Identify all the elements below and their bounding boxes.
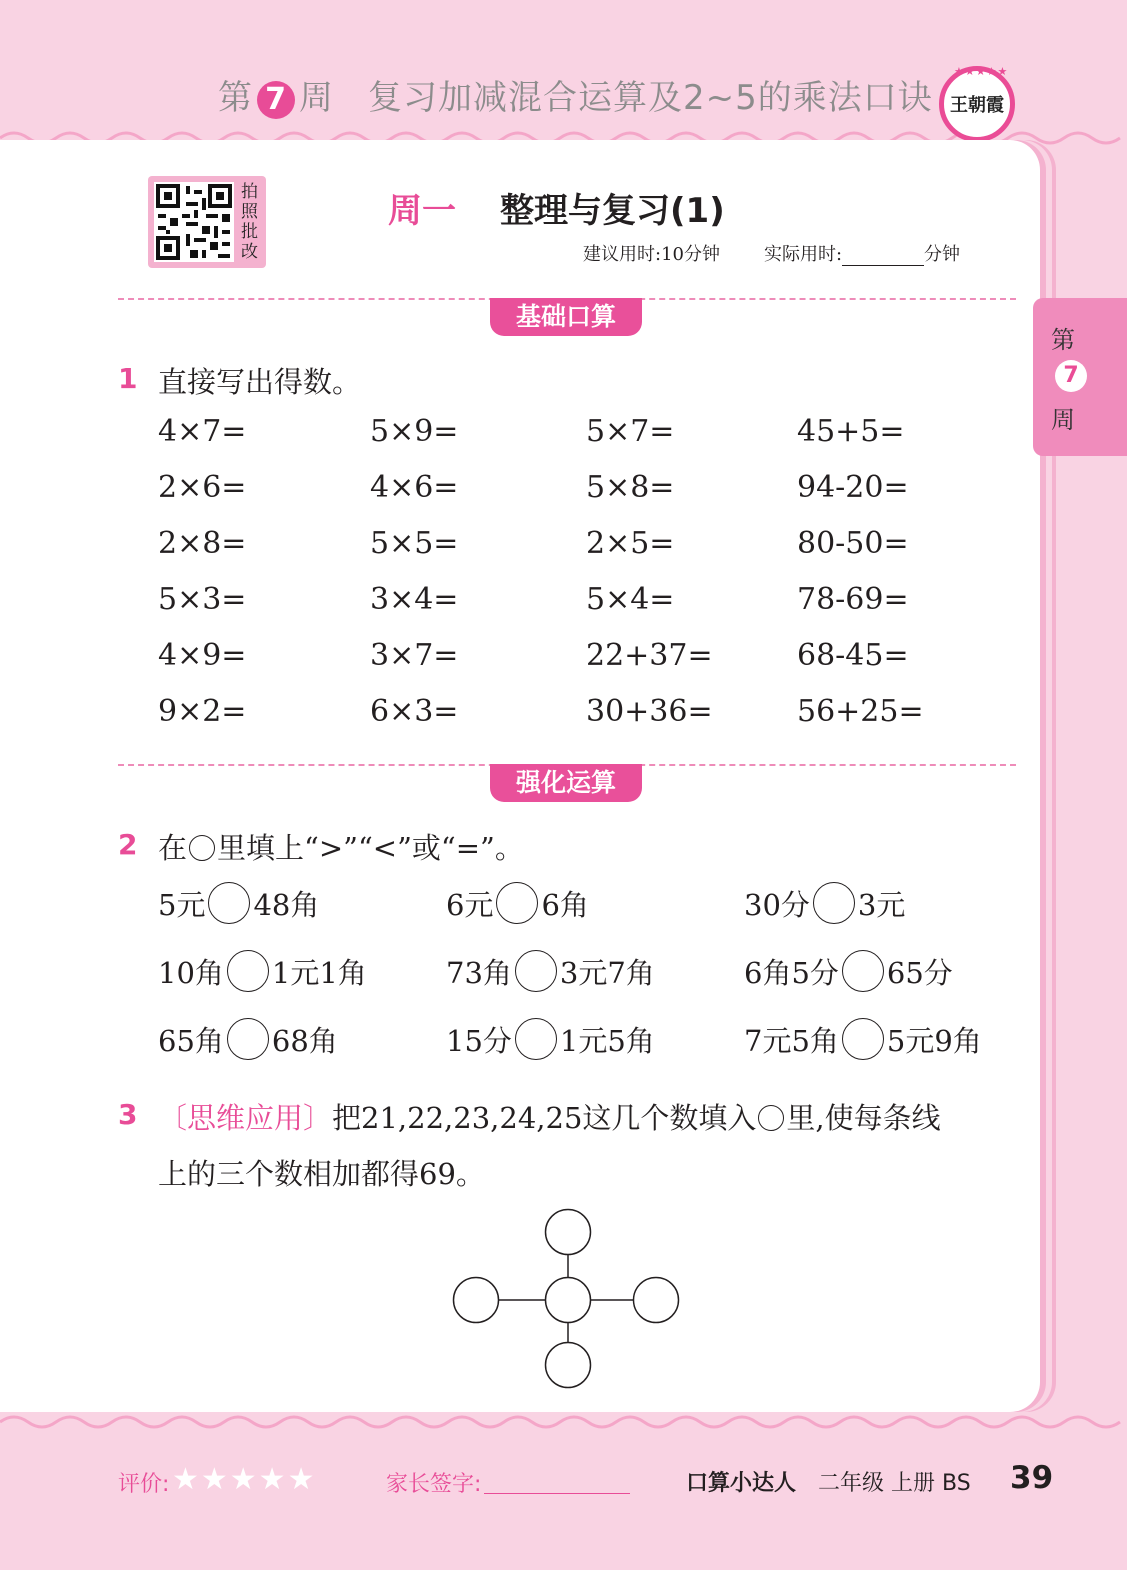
week-side-tab[interactable]	[1033, 298, 1127, 456]
question-text: 直接写出得数。	[158, 365, 362, 399]
question-number: 1	[118, 362, 138, 395]
calc-item: 9×2=	[158, 694, 247, 729]
compare-left: 10角	[158, 955, 224, 990]
answer-circle[interactable]	[227, 950, 269, 992]
compare-left: 73角	[446, 955, 512, 990]
lesson-day: 周一	[388, 191, 456, 231]
compare-left: 7元5角	[744, 1023, 839, 1058]
question-text-b: 里填上“>”“<”或“=”。	[217, 831, 524, 865]
section-tag-advanced: 强化运算	[490, 764, 642, 802]
calc-item: 2×6=	[158, 470, 247, 505]
answer-circle[interactable]	[842, 950, 884, 992]
compare-item	[744, 950, 953, 992]
compare-item	[158, 882, 319, 924]
calc-item: 30+36=	[586, 694, 713, 729]
suggested-time: 建议用时:10分钟	[583, 244, 720, 265]
calc-item: 5×4=	[586, 582, 675, 617]
lesson-title: 整理与复习(1)	[500, 191, 725, 231]
calc-item: 5×5=	[370, 526, 459, 561]
calc-item: 5×3=	[158, 582, 247, 617]
calc-item: 4×6=	[370, 470, 459, 505]
rating-stars-icon[interactable]: ★★★★★	[172, 1462, 317, 1497]
compare-right: 65分	[886, 955, 953, 990]
calc-item: 78-69=	[797, 582, 909, 617]
calc-item: 80-50=	[797, 526, 909, 561]
calc-item: 94-20=	[797, 470, 909, 505]
compare-left: 5元	[158, 887, 206, 922]
compare-right: 1元1角	[271, 955, 367, 990]
question-line2: 上的三个数相加都得69。	[158, 1157, 485, 1191]
calc-item: 5×8=	[586, 470, 675, 505]
calc-item: 68-45=	[797, 638, 909, 673]
author-seal-logo	[939, 66, 1015, 142]
calc-item: 6×3=	[370, 694, 459, 729]
book-title: 口算小达人	[686, 1471, 797, 1496]
compare-right: 5元9角	[886, 1023, 982, 1058]
side-tab-number: 7	[1055, 360, 1087, 392]
parent-sign-label: 家长签字:	[386, 1472, 482, 1497]
calc-item: 3×4=	[370, 582, 459, 617]
question-text	[158, 1096, 941, 1137]
cross-circle-diagram	[440, 1200, 700, 1400]
diagram-circle-bottom[interactable]	[546, 1343, 591, 1388]
calc-item: 5×7=	[586, 414, 675, 449]
actual-time-unit: 分钟	[924, 244, 961, 265]
calc-item: 2×5=	[586, 526, 675, 561]
compare-item	[744, 882, 905, 924]
question-text	[158, 826, 524, 867]
actual-time-label: 实际用时:	[763, 244, 843, 265]
week-number-badge: 7	[257, 81, 295, 119]
compare-item	[446, 1018, 655, 1060]
answer-circle[interactable]	[813, 882, 855, 924]
qr-photo-grading[interactable]	[148, 176, 266, 268]
grade-info: 二年级 上册 BS	[818, 1471, 971, 1496]
time-line	[583, 240, 960, 266]
compare-left: 6元	[446, 887, 494, 922]
answer-circle[interactable]	[842, 1018, 884, 1060]
diagram-circle-top[interactable]	[546, 1210, 591, 1255]
calc-item: 4×7=	[158, 414, 247, 449]
calc-item: 56+25=	[797, 694, 924, 729]
compare-left: 65角	[158, 1023, 224, 1058]
calc-item: 5×9=	[370, 414, 459, 449]
question-number: 2	[118, 828, 138, 861]
compare-right: 6角	[541, 887, 589, 922]
compare-left: 15分	[446, 1023, 512, 1058]
compare-left: 6角5分	[744, 955, 839, 990]
qr-code-icon	[154, 182, 234, 262]
calc-item: 45+5=	[797, 414, 905, 449]
side-tab-suffix: 周	[1051, 406, 1075, 434]
diagram-circle-left[interactable]	[454, 1278, 499, 1323]
side-tab-prefix: 第	[1051, 326, 1075, 354]
compare-item	[158, 950, 367, 992]
answer-circle[interactable]	[208, 882, 250, 924]
question-line1-a: 把21,22,23,24,25这几个数填入	[332, 1101, 757, 1135]
header-title	[218, 70, 933, 119]
compare-item	[744, 1018, 982, 1060]
section-tag-basic: 基础口算	[490, 298, 642, 336]
diagram-circle-right[interactable]	[634, 1278, 679, 1323]
actual-time-blank[interactable]	[842, 247, 924, 266]
thinking-tag: 〔思维应用〕	[158, 1101, 333, 1135]
compare-right: 1元5角	[559, 1023, 655, 1058]
compare-right: 3元	[857, 887, 906, 922]
week-suffix: 周	[299, 78, 334, 118]
answer-circle[interactable]	[227, 1018, 269, 1060]
circle-icon	[189, 835, 215, 861]
question-number: 3	[118, 1098, 138, 1131]
calc-item: 3×7=	[370, 638, 459, 673]
seal-name: 王朝霞	[950, 95, 1004, 116]
compare-right: 48角	[253, 887, 320, 922]
unit-title: 复习加减混合运算及2~5的乘法口诀	[368, 78, 933, 118]
compare-right: 3元7角	[559, 955, 655, 990]
qr-label: 拍照批改	[241, 182, 258, 262]
compare-right: 68角	[271, 1023, 338, 1058]
compare-item	[158, 1018, 338, 1060]
calc-item: 22+37=	[586, 638, 713, 673]
question-text-a: 在	[158, 831, 188, 865]
week-prefix: 第	[218, 78, 253, 118]
parent-sign-field[interactable]	[484, 1493, 630, 1494]
seal-stars-icon: ★★★★★	[954, 65, 1009, 78]
question-line1-b: 里,使每条线	[786, 1101, 941, 1135]
answer-circle[interactable]	[515, 1018, 557, 1060]
answer-circle[interactable]	[496, 882, 538, 924]
answer-circle[interactable]	[515, 950, 557, 992]
compare-item	[446, 950, 655, 992]
bottom-wave-border	[0, 1412, 1127, 1432]
compare-left: 30分	[744, 887, 810, 922]
calc-item: 2×8=	[158, 526, 247, 561]
page-number: 39	[1010, 1460, 1054, 1496]
rating-label: 评价:	[118, 1472, 170, 1497]
circle-icon	[758, 1105, 784, 1131]
diagram-circle-center[interactable]	[546, 1278, 591, 1323]
compare-item	[446, 882, 589, 924]
calc-item: 4×9=	[158, 638, 247, 673]
